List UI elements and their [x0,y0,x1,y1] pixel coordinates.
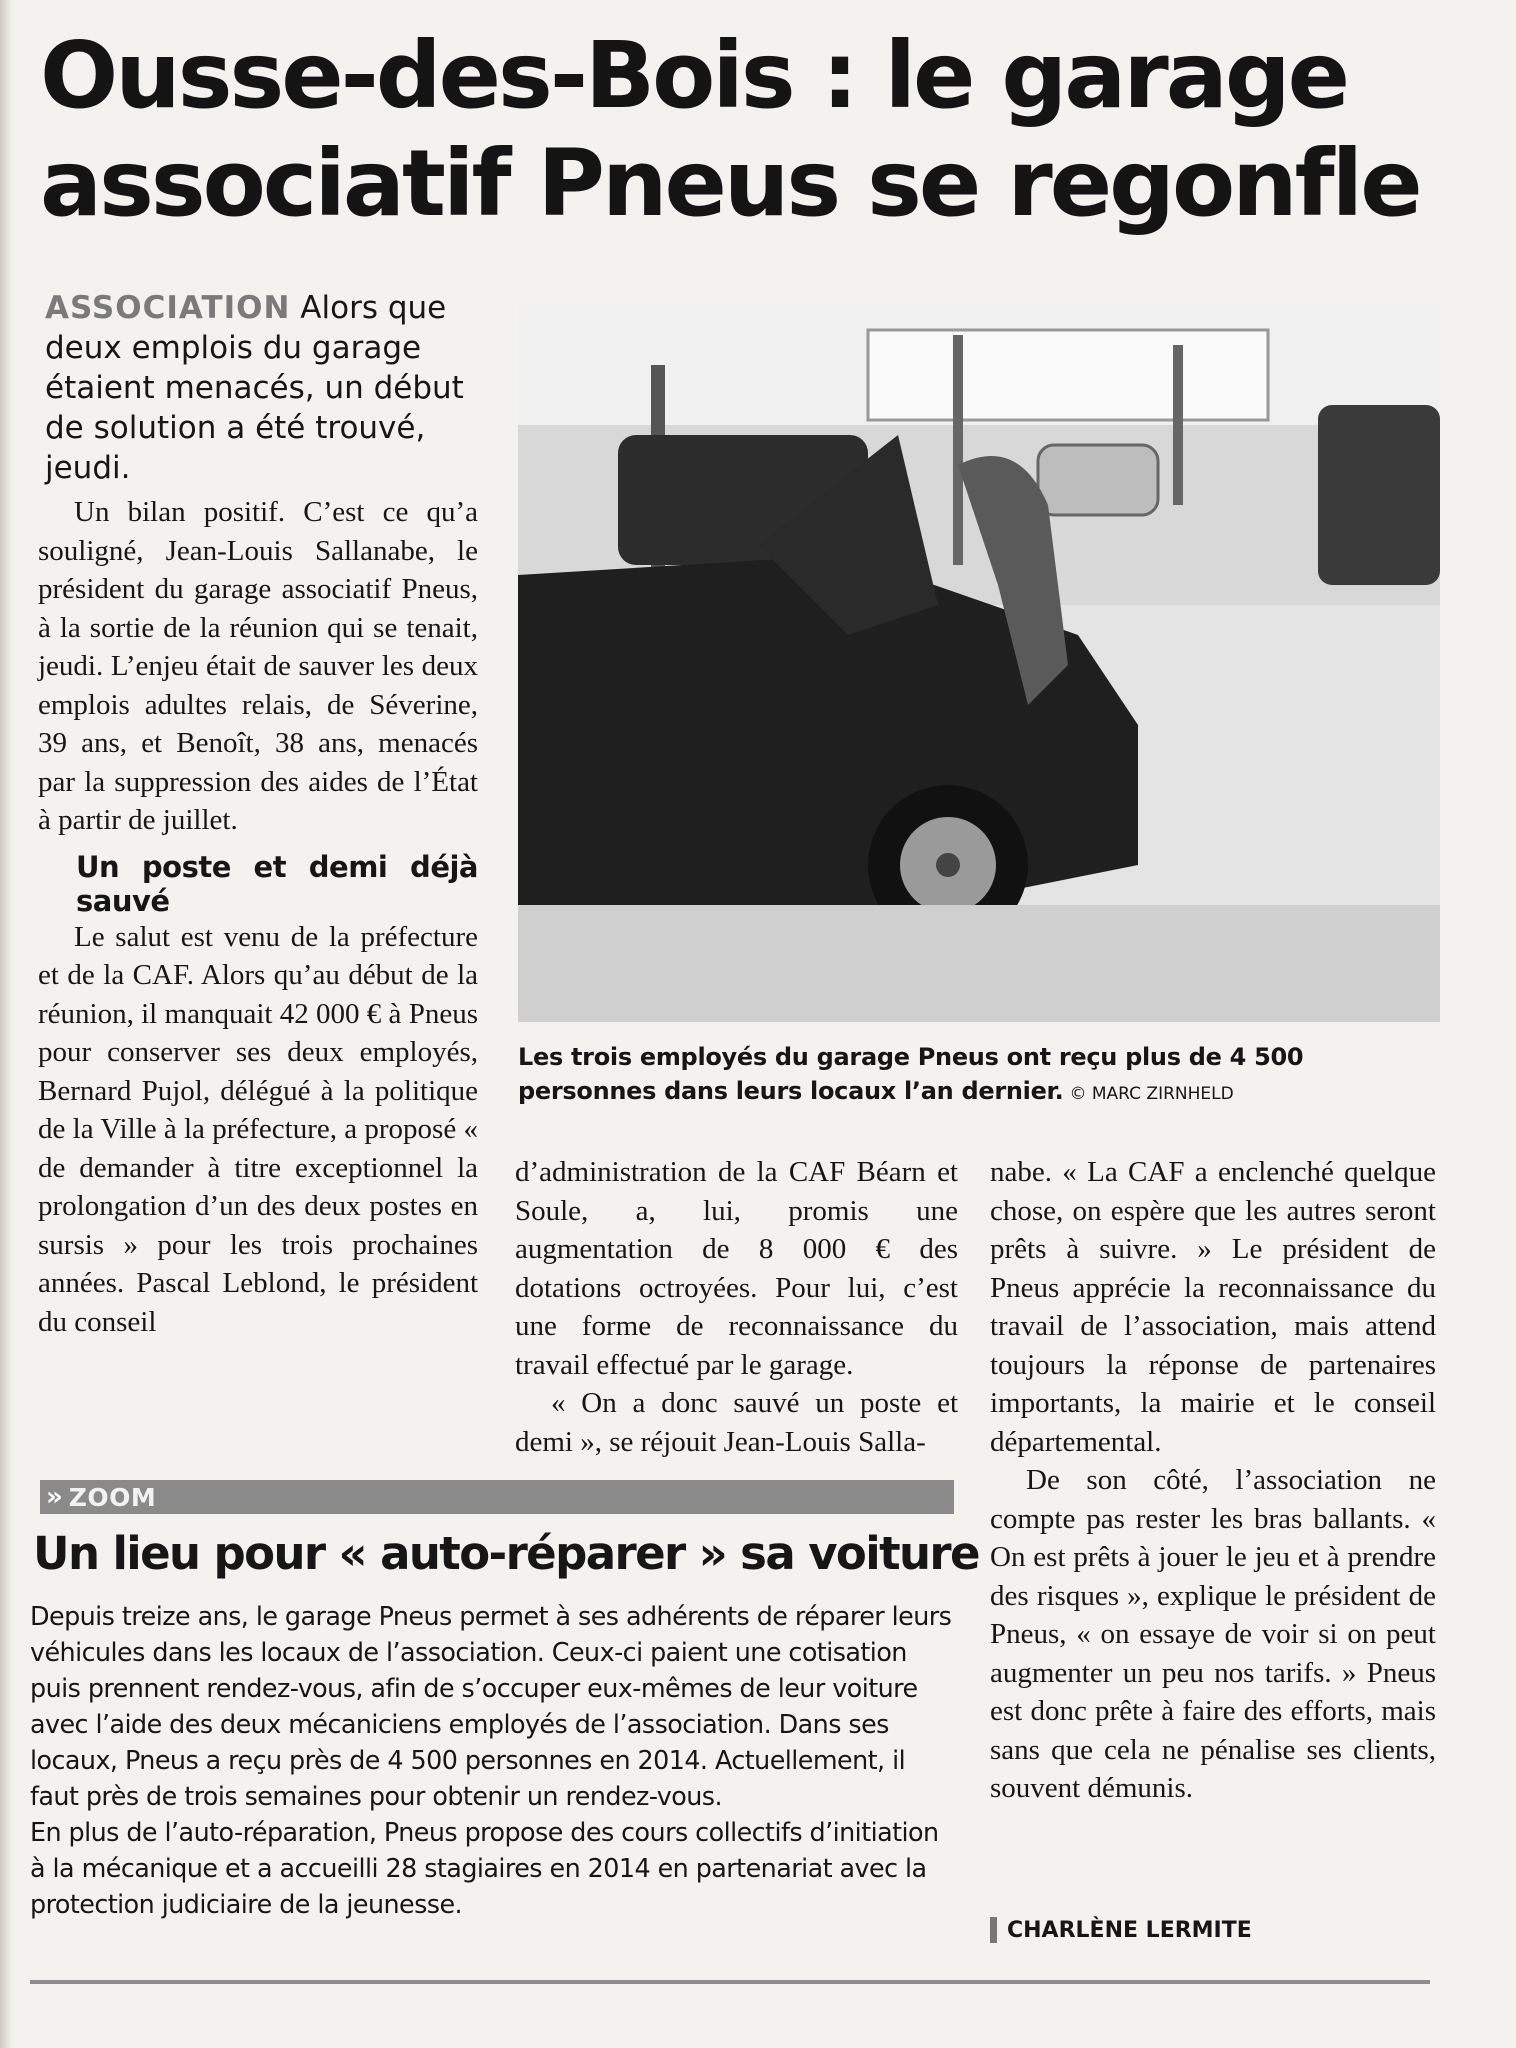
double-chevron-icon: » [46,1482,57,1512]
headline-line-2: associatif Pneus se regonfle [40,130,1420,237]
article-paragraph-5: nabe. « La CAF a enclenché quelque chose, on espère que les autres seront prêts à suivre. » Le président de Pneus apprécie la reconnaissance du travail de l’association, mais attend toujours la réponse de partenaires importants, la mairie et le conseil départemental. [990,1156,1436,1458]
zoom-title: Un lieu pour « auto-réparer » sa voiture [33,1527,979,1580]
article-paragraph-4: « On a donc sauvé un poste et demi », se réjouit Jean-Louis Salla- [515,1387,958,1458]
article-paragraph-3: d’administration de la CAF Béarn et Soule, a, lui, promis une augmentation de 8 000 € des dotations octroyées. Pour lui, c’est une forme de reconnaissance du travail effectué par le garage. [515,1156,958,1381]
author-signature [990,1917,1252,1943]
lead-paragraph [45,288,485,488]
headline-line-1: Ousse-des-Bois : le garage [40,22,1348,129]
footer-rule [30,1980,1430,1984]
photo-caption [518,1040,1440,1111]
article-subhead: Un poste et demi déjà sauvé [76,849,478,918]
zoom-body [30,1598,955,1922]
garage-photo-drawing [518,305,1440,1022]
article-paragraph-1: Un bilan positif. C’est ce qu’a souligné, Jean-Louis Sallanabe, le président du garage associatif Pneus, à la sortie de la réunion qui se tenait, jeudi. L’enjeu était de sauver les deux emplois adultes relais, de Séverine, 39 ans, et Benoît, 38 ans, menacés par la suppression des aides de l’État à partir de juillet. [38,496,478,836]
article-paragraph-6: De son côté, l’association ne compte pas rester les bras ballants. « On est prêts à jouer le jeu et à prendre des risques », explique le président de Pneus, « on essaye de voir si on peut augmenter un peu nos tarifs. » Pneus est donc prête à faire des efforts, mais sans que cela ne pénalise ses clients, souvent démunis. [990,1464,1436,1804]
headline [40,22,1490,238]
article-column-3 [990,1153,1436,1808]
zoom-paragraph-2: En plus de l’auto-réparation, Pneus propose des cours collectifs d’initiation à la mécanique et a accueilli 28 stagiaires en 2014 en partenariat avec la protection judiciaire de la jeunesse. [30,1817,939,1919]
signature-bar [990,1917,997,1943]
article-column-1 [38,493,478,1341]
zoom-label: ZOOM [68,1482,157,1512]
photo-credit: © MARC ZIRNHELD [1069,1084,1234,1104]
page-edge-shadow [0,0,12,2048]
article-paragraph-2: Le salut est venu de la préfecture et de la CAF. Alors qu’au début de la réunion, il manquait 42 000 € à Pneus pour conserver ses deux employés, Bernard Pujol, délégué à la politique de la Ville à la préfecture, a proposé « de demander à titre exceptionnel la prolongation d’un des deux postes en sursis » pour les trois prochaines années. Pascal Leblond, le président du conseil [38,920,478,1338]
article-column-2 [515,1153,958,1461]
caption-text: Les trois employés du garage Pneus ont reçu plus de 4 500 personnes dans leurs locaux l’an dernier. [518,1043,1304,1105]
garage-photo [518,305,1440,1022]
author-name: CHARLÈNE LERMITE [1007,1917,1252,1943]
section-kicker: ASSOCIATION [45,290,291,326]
zoom-paragraph-1: Depuis treize ans, le garage Pneus permet à ses adhérents de réparer leurs véhicules dans les locaux de l’association. Ceux-ci paient une cotisation puis prennent rendez-vous, afin de s’occuper eux-mêmes de leur voiture avec l’aide des deux mécaniciens employés de l’association. Dans ses locaux, Pneus a reçu près de 4 500 personnes en 2014. Actuellement, il faut près de trois semaines pour obtenir un rendez-vous. [30,1601,952,1811]
zoom-banner [40,1480,954,1514]
lead-text: Alors que deux emplois du garage étaient menacés, un début de solution a été trouvé, jeudi. [45,290,464,486]
